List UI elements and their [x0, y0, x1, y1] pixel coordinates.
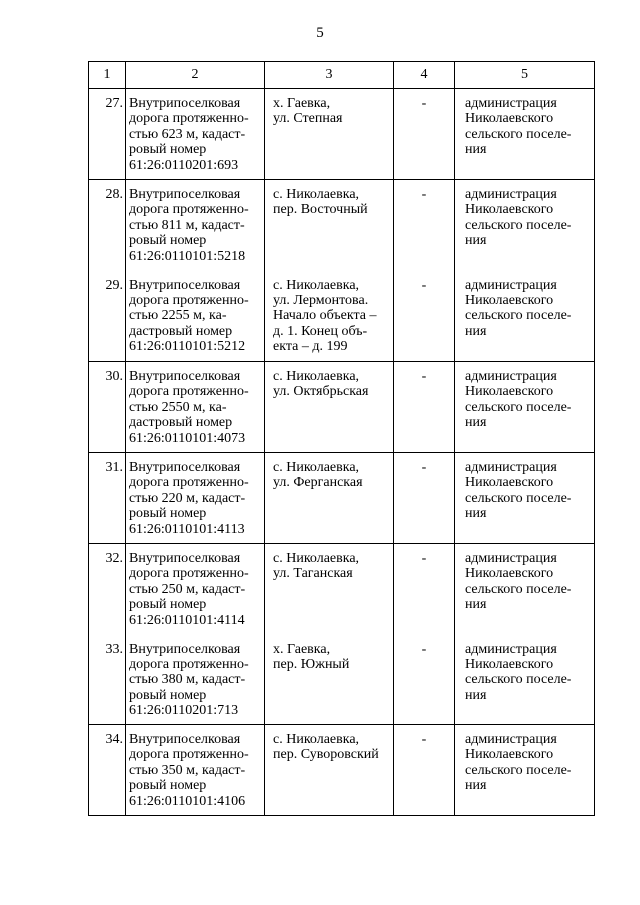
- column-4-value: -: [394, 89, 455, 180]
- column-4-value: -: [394, 453, 455, 544]
- column-4-value: -: [394, 180, 455, 271]
- column-header-3: 3: [265, 62, 394, 89]
- page-number: 5: [316, 25, 324, 41]
- object-name: Внутрипоселковая дорога протяженно- стью 811 м, кадаст- ровый номер 61:26:0110101:5218: [126, 180, 265, 271]
- object-owner: администрация Николаевского сельского поселе- ния: [455, 362, 595, 453]
- row-number: 32.: [89, 544, 126, 635]
- property-table: [88, 61, 595, 816]
- object-name: Внутрипоселковая дорога протяженно- стью 350 м, кадаст- ровый номер 61:26:0110101:4106: [126, 725, 265, 816]
- object-location: с. Николаевка, ул. Таганская: [265, 544, 394, 635]
- column-header-1: 1: [89, 62, 126, 89]
- object-name: Внутрипоселковая дорога протяженно- стью 250 м, кадаст- ровый номер 61:26:0110101:4114: [126, 544, 265, 635]
- column-4-value: -: [394, 271, 455, 362]
- object-owner: администрация Николаевского сельского поселе- ния: [455, 544, 595, 635]
- row-number: 27.: [89, 89, 126, 180]
- object-location: с. Николаевка, ул. Лермонтова. Начало объекта – д. 1. Конец объ- екта – д. 199: [265, 271, 394, 362]
- object-owner: администрация Николаевского сельского поселе- ния: [455, 725, 595, 816]
- object-location: х. Гаевка, ул. Степная: [265, 89, 394, 180]
- object-owner: администрация Николаевского сельского поселе- ния: [455, 635, 595, 725]
- column-header-4: 4: [394, 62, 455, 89]
- object-name: Внутрипоселковая дорога протяженно- стью 623 м, кадаст- ровый номер 61:26:0110201:693: [126, 89, 265, 180]
- row-number: 31.: [89, 453, 126, 544]
- row-number: 29.: [89, 271, 126, 362]
- object-owner: администрация Николаевского сельского поселе- ния: [455, 453, 595, 544]
- table-header-row: [89, 62, 595, 89]
- object-location: с. Николаевка, пер. Суворовский: [265, 725, 394, 816]
- object-name: Внутрипоселковая дорога протяженно- стью 2255 м, ка- дастровый номер 61:26:0110101:5212: [126, 271, 265, 362]
- table-row: [89, 89, 595, 180]
- table-row: [89, 544, 595, 635]
- object-location: с. Николаевка, пер. Восточный: [265, 180, 394, 271]
- object-name: Внутрипоселковая дорога протяженно- стью 380 м, кадаст- ровый номер 61:26:0110201:713: [126, 635, 265, 725]
- column-header-5: 5: [455, 62, 595, 89]
- table-row: [89, 635, 595, 725]
- row-number: 34.: [89, 725, 126, 816]
- row-number: 33.: [89, 635, 126, 725]
- column-header-2: 2: [126, 62, 265, 89]
- table-row: [89, 271, 595, 362]
- table-row: [89, 362, 595, 453]
- object-location: х. Гаевка, пер. Южный: [265, 635, 394, 725]
- object-location: с. Николаевка, ул. Октябрьская: [265, 362, 394, 453]
- column-4-value: -: [394, 362, 455, 453]
- object-location: с. Николаевка, ул. Ферганская: [265, 453, 394, 544]
- row-number: 28.: [89, 180, 126, 271]
- table-row: [89, 180, 595, 271]
- object-owner: администрация Николаевского сельского поселе- ния: [455, 180, 595, 271]
- column-4-value: -: [394, 725, 455, 816]
- table-row: [89, 453, 595, 544]
- object-name: Внутрипоселковая дорога протяженно- стью 220 м, кадаст- ровый номер 61:26:0110101:4113: [126, 453, 265, 544]
- table-row: [89, 725, 595, 816]
- column-4-value: -: [394, 635, 455, 725]
- column-4-value: -: [394, 544, 455, 635]
- object-name: Внутрипоселковая дорога протяженно- стью 2550 м, ка- дастровый номер 61:26:0110101:4073: [126, 362, 265, 453]
- object-owner: администрация Николаевского сельского поселе- ния: [455, 89, 595, 180]
- object-owner: администрация Николаевского сельского поселе- ния: [455, 271, 595, 362]
- row-number: 30.: [89, 362, 126, 453]
